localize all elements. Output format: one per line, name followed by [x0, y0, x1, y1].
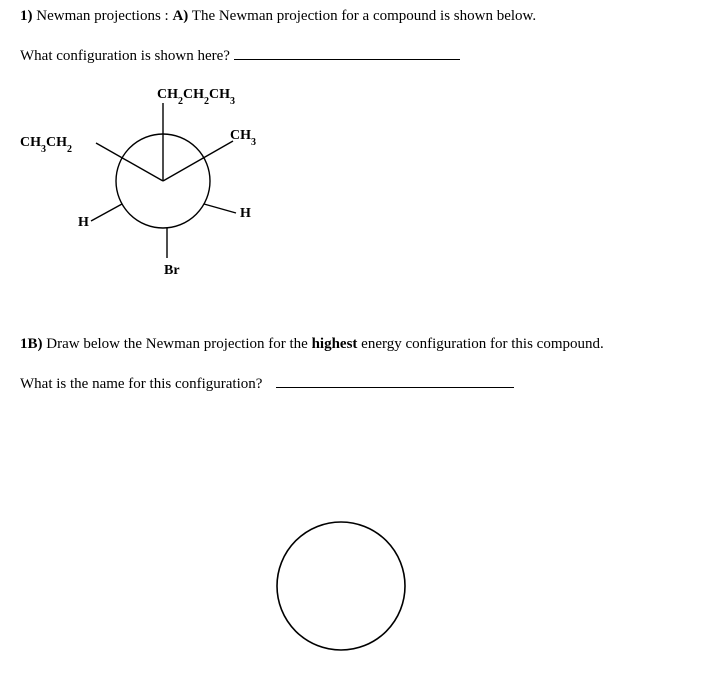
front-bond-right	[163, 141, 233, 181]
question-1b-emphasis: highest	[311, 336, 358, 352]
label-back-left: H	[78, 215, 89, 230]
empty-newman-circle	[277, 522, 405, 650]
question-1b-name-text: What is the name for this configuration?	[20, 376, 263, 392]
label-back-bottom: Br	[164, 263, 180, 278]
question-1b-text-before: Draw below the Newman projection for the	[46, 336, 308, 352]
question-1b-line	[20, 336, 604, 353]
back-bond-left	[91, 204, 122, 221]
answer-blank-1b[interactable]	[276, 373, 514, 388]
label-back-right: H	[240, 206, 251, 221]
question-title: Newman projections :	[36, 8, 169, 24]
question-1b-text-after: energy configuration for this compound.	[361, 336, 604, 352]
part-1b-label: 1B)	[20, 336, 43, 352]
question-intro: The Newman projection for a compound is shown below.	[191, 8, 537, 24]
label-front-top: $CH_2CH_2CH_3$	[157, 87, 235, 107]
question-number: 1)	[20, 8, 33, 24]
part-a-label: A)	[172, 8, 189, 24]
question-1b-name-line	[20, 373, 514, 393]
question-1a-text: What configuration is shown here?	[20, 48, 230, 64]
label-front-left: $CH_3CH_2$	[20, 135, 72, 155]
back-bond-right	[204, 204, 236, 213]
label-front-right: $CH_3$	[230, 128, 256, 148]
